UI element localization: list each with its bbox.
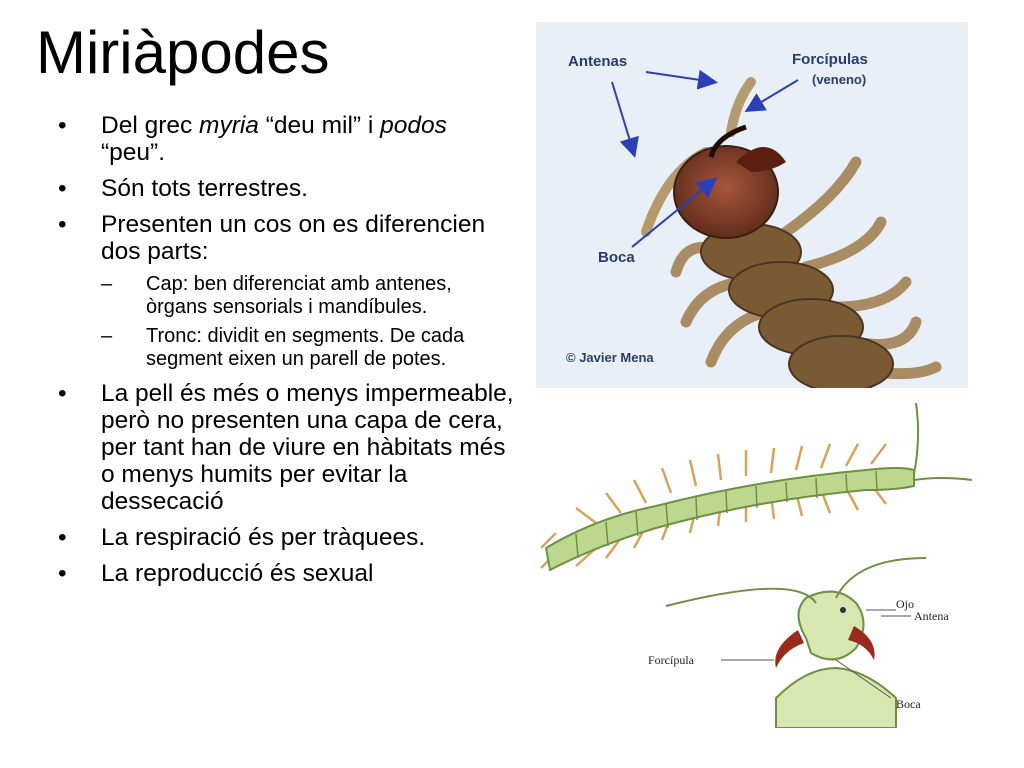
sub-list [101, 273, 516, 371]
label-forcipula: Forcípula [648, 653, 694, 667]
slide-title: Miriàpodes [36, 19, 330, 86]
centipede-photo [536, 22, 968, 388]
bullet-list-container [56, 112, 516, 596]
term-myria: myria [199, 112, 259, 139]
bullet-terrestrial: • Són tots terrestres. [56, 175, 516, 202]
photo-credit: © Javier Mena [566, 350, 654, 365]
label-ojo: Ojo [896, 597, 914, 611]
drawing-body [546, 468, 914, 570]
label-forcipulas: Forcípulas [792, 51, 868, 68]
bullet-reproduction: • La reproducció és sexual [56, 560, 516, 587]
head-detail [799, 592, 864, 660]
bullet-respiration: • La respiració és per tràquees. [56, 524, 516, 551]
head-antenna-right [836, 558, 926, 598]
eye-icon [840, 607, 846, 613]
bullet-body-parts: • Presenten un cos on es diferencien dos parts: – Cap: ben diferenciat amb antenes, òrgans sensorials i mandíbules. – Tronc: dividit en segments. De cada segment eixen un parell de potes. [56, 211, 516, 371]
sub-bullet-trunk: – Tronc: dividit en segments. De cada segment eixen un parell de potes. [101, 325, 516, 371]
label-boca-drawing: Boca [896, 697, 921, 711]
forcipule-left [775, 630, 804, 668]
sub-bullet-head: – Cap: ben diferenciat amb antenes, òrgans sensorials i mandíbules. [101, 273, 516, 319]
label-antenas: Antenas [568, 53, 628, 70]
bullet-skin: • La pell és més o menys impermeable, però no presenten una capa de cera, per tant han de viure en hàbitats més o menys humits per evitar la dessecació [56, 380, 516, 515]
term-podos: podos [380, 112, 447, 139]
label-boca-photo: Boca [598, 249, 635, 266]
label-veneno: (veneno) [812, 72, 867, 87]
head-antenna-left [666, 589, 816, 606]
drawing-antenna-upper [914, 403, 918, 474]
drawing-antenna-side [914, 478, 972, 480]
head-neck-detail [776, 668, 896, 728]
label-antena: Antena [914, 609, 949, 623]
bullet-list [56, 112, 516, 587]
centipede-drawing [536, 398, 976, 728]
bullet-etymology: • Del grec myria “deu mil” i podos “peu”. [56, 112, 516, 166]
